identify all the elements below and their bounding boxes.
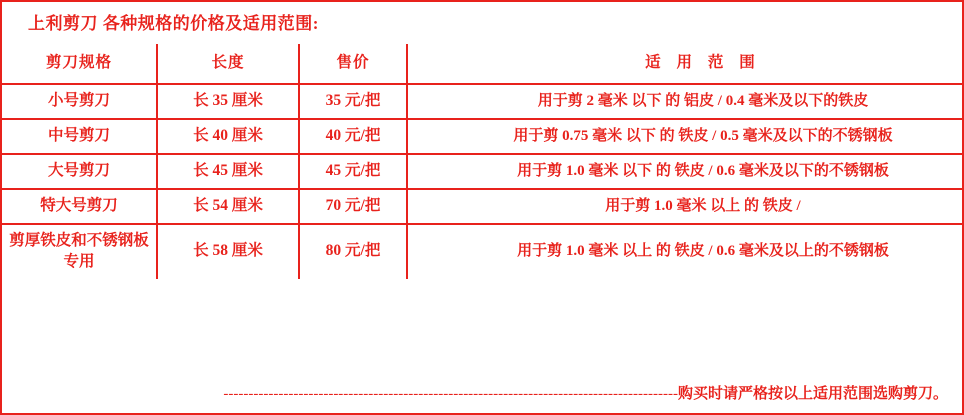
price-table — [2, 44, 964, 278]
table-header-row — [2, 44, 964, 84]
cell-spec: 大号剪刀 — [2, 154, 157, 189]
header-price: 售价 — [299, 44, 407, 84]
cell-length: 长 35 厘米 — [157, 84, 299, 119]
header-spec: 剪刀规格 — [2, 44, 157, 84]
cell-spec: 小号剪刀 — [2, 84, 157, 119]
cell-range — [407, 84, 964, 119]
cell-range — [407, 189, 964, 224]
footer-spacer — [2, 279, 962, 293]
table-body — [2, 44, 964, 278]
range-text: 用于剪 1.0 毫米 以上 的 铁皮 / 0.6 毫米及以上的不锈钢板 — [517, 243, 889, 260]
cell-range — [407, 154, 964, 189]
range-text: 用于剪 1.0 毫米 以上 的 铁皮 / — [605, 198, 801, 215]
table-row — [2, 224, 964, 279]
cell-range — [407, 224, 964, 279]
cell-length: 长 54 厘米 — [157, 189, 299, 224]
cell-spec: 剪厚铁皮和不锈钢板专用 — [2, 224, 157, 279]
range-text: 用于剪 2 毫米 以下 的 铝皮 / 0.4 毫米及以下的铁皮 — [537, 93, 869, 110]
cell-price: 40 元/把 — [299, 119, 407, 154]
cell-price: 45 元/把 — [299, 154, 407, 189]
cell-spec: 特大号剪刀 — [2, 189, 157, 224]
cell-length: 长 45 厘米 — [157, 154, 299, 189]
table-row — [2, 84, 964, 119]
cell-length: 长 40 厘米 — [157, 119, 299, 154]
footer-note — [2, 385, 962, 403]
cell-price: 35 元/把 — [299, 84, 407, 119]
page-title: 上利剪刀 各种规格的价格及适用范围: — [28, 14, 319, 33]
table-row — [2, 119, 964, 154]
cell-price: 80 元/把 — [299, 224, 407, 279]
cell-range — [407, 119, 964, 154]
header-range: 适 用 范 围 — [407, 44, 964, 84]
cell-spec: 中号剪刀 — [2, 119, 157, 154]
footer-dashes: ------------------------------------------------------------------------------------------- — [223, 386, 678, 402]
table-row — [2, 154, 964, 189]
table-row — [2, 189, 964, 224]
header-length: 长度 — [157, 44, 299, 84]
cell-length: 长 58 厘米 — [157, 224, 299, 279]
cell-price: 70 元/把 — [299, 189, 407, 224]
range-text: 用于剪 0.75 毫米 以下 的 铁皮 / 0.5 毫米及以下的不锈钢板 — [513, 128, 893, 145]
footer-text: 购买时请严格按以上适用范围选购剪刀。 — [677, 386, 948, 402]
range-text: 用于剪 1.0 毫米 以下 的 铁皮 / 0.6 毫米及以下的不锈钢板 — [517, 163, 889, 180]
